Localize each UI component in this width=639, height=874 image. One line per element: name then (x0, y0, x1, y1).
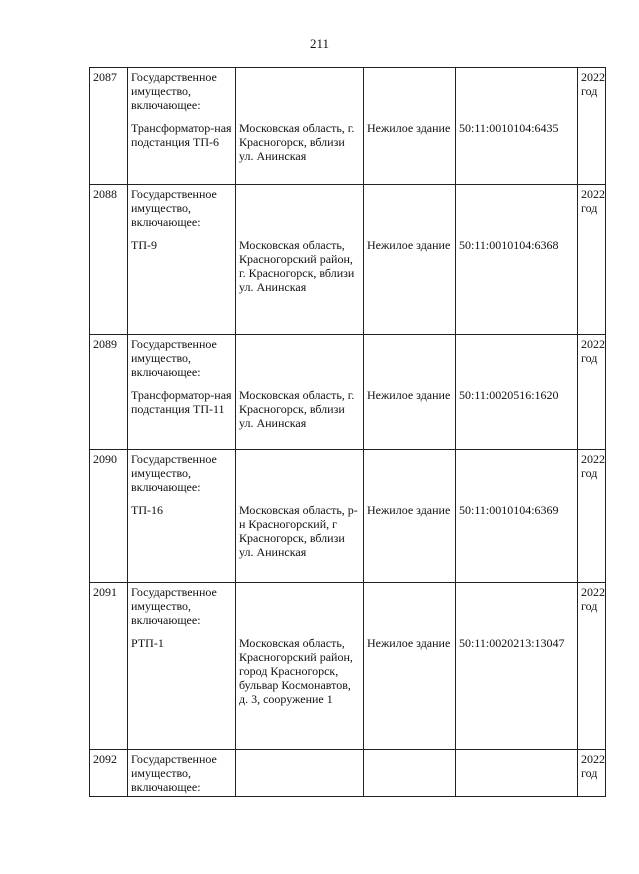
object-name-cell (128, 583, 236, 750)
row-number-cell (90, 450, 128, 583)
row-number-cell (90, 68, 128, 185)
year: 2022 год (581, 452, 605, 480)
row-number-cell (90, 335, 128, 450)
cadastral-number-cell (456, 335, 578, 450)
cadastral-number: 50:11:0010104:6369 (459, 503, 559, 517)
row-number-cell (90, 185, 128, 335)
object-type: Нежилое здание (367, 238, 451, 252)
table-row (90, 750, 606, 797)
table-row (90, 450, 606, 583)
object-group-label: Государственное имущество, включающее: (131, 452, 217, 494)
object-address: Московская область, Красногорский район, г. Красногорск, вблизи ул. Анинская (239, 238, 355, 294)
year-cell (578, 583, 606, 750)
address-cell (236, 750, 364, 797)
year-cell (578, 750, 606, 797)
row-number-cell (90, 583, 128, 750)
object-address: Московская область, г. Красногорск, вблизи ул. Анинская (239, 121, 355, 163)
object-name: ТП-16 (131, 503, 163, 517)
object-address: Московская область, г. Красногорск, вблизи ул. Анинская (239, 388, 355, 430)
object-type-cell (364, 583, 456, 750)
address-cell (236, 185, 364, 335)
row-number: 2087 (93, 70, 117, 84)
table-row (90, 335, 606, 450)
year: 2022 год (581, 585, 605, 613)
object-type-cell (364, 750, 456, 797)
year: 2022 год (581, 337, 605, 365)
cadastral-number: 50:11:0010104:6435 (459, 121, 559, 135)
year-cell (578, 185, 606, 335)
object-name: Трансформатор-ная подстанция ТП-11 (131, 388, 232, 416)
cadastral-number-cell (456, 68, 578, 185)
object-type: Нежилое здание (367, 121, 451, 135)
year: 2022 год (581, 752, 605, 780)
object-address: Московская область, р-н Красногорский, г Красногорск, вблизи ул. Анинская (239, 503, 358, 559)
object-name: ТП-9 (131, 238, 157, 252)
object-type-cell (364, 450, 456, 583)
cadastral-number-cell (456, 750, 578, 797)
address-cell (236, 450, 364, 583)
cadastral-number: 50:11:0020516:1620 (459, 388, 559, 402)
object-name-cell (128, 335, 236, 450)
row-number: 2092 (93, 752, 117, 766)
table-row (90, 583, 606, 750)
object-name-cell (128, 450, 236, 583)
cadastral-number-cell (456, 450, 578, 583)
row-number: 2088 (93, 187, 117, 201)
address-cell (236, 583, 364, 750)
object-group-label: Государственное имущество, включающее: (131, 70, 217, 112)
row-number: 2089 (93, 337, 117, 351)
object-type-cell (364, 335, 456, 450)
object-type: Нежилое здание (367, 388, 451, 402)
year: 2022 год (581, 187, 605, 215)
object-type: Нежилое здание (367, 636, 451, 650)
cadastral-number: 50:11:0020213:13047 (459, 636, 565, 650)
object-type-cell (364, 185, 456, 335)
address-cell (236, 68, 364, 185)
object-name: РТП-1 (131, 636, 164, 650)
year-cell (578, 450, 606, 583)
cadastral-number: 50:11:0010104:6368 (459, 238, 559, 252)
address-cell (236, 335, 364, 450)
year: 2022 год (581, 70, 605, 98)
object-name-cell (128, 185, 236, 335)
object-group-label: Государственное имущество, включающее: (131, 187, 217, 229)
object-name-cell (128, 68, 236, 185)
page-number: 211 (309, 36, 330, 51)
cadastral-number-cell (456, 185, 578, 335)
table-row (90, 185, 606, 335)
object-name-cell (128, 750, 236, 797)
row-number: 2091 (93, 585, 117, 599)
object-group-label: Государственное имущество, включающее: (131, 585, 217, 627)
object-group-label: Государственное имущество, включающее: (131, 337, 217, 379)
cadastral-number-cell (456, 583, 578, 750)
object-type-cell (364, 68, 456, 185)
row-number-cell (90, 750, 128, 797)
object-name: Трансформатор-ная подстанция ТП-6 (131, 121, 232, 149)
year-cell (578, 335, 606, 450)
object-group-label: Государственное имущество, включающее: (131, 752, 217, 794)
object-address: Московская область, Красногорский район, город Красногорск, бульвар Космонавтов, д. 3, сооружение 1 (239, 636, 353, 706)
property-registry-table (89, 67, 606, 797)
row-number: 2090 (93, 452, 117, 466)
year-cell (578, 68, 606, 185)
object-type: Нежилое здание (367, 503, 451, 517)
table-row (90, 68, 606, 185)
